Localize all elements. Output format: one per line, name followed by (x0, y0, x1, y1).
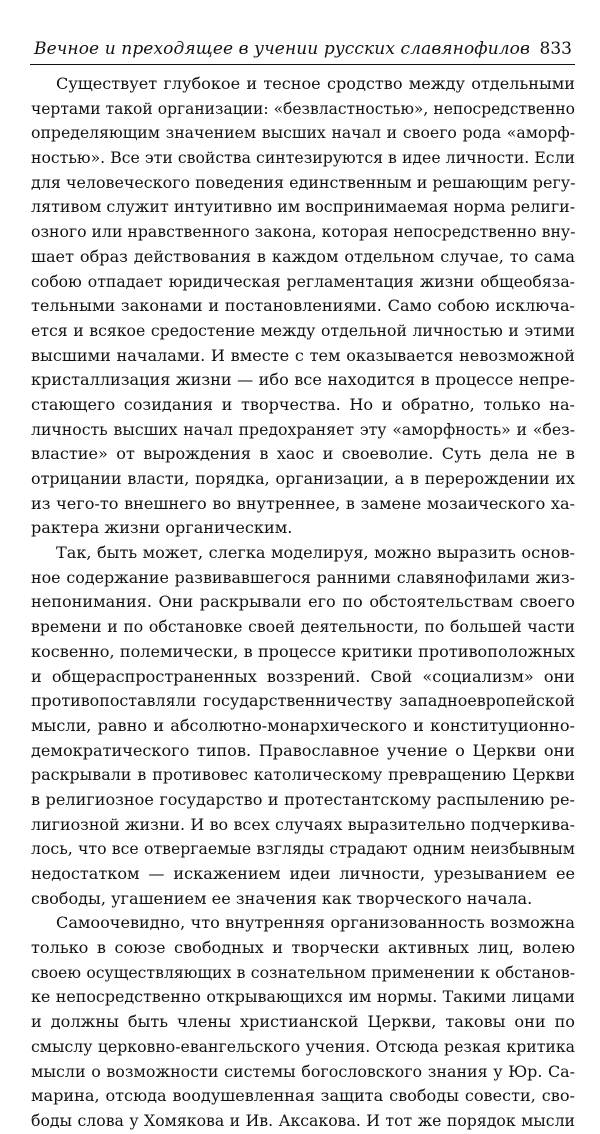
text-line: собою отпадает юридическая регламентация жизни общеобяза- (31, 271, 575, 291)
text-line: Самоочевидно, что внутренняя организованность возможна (56, 913, 575, 933)
text-line: ется и всякое средостение между отдельной личностью и этими (31, 320, 575, 340)
text-line: и должны быть члены христианской Церкви, таковы они по (31, 1012, 575, 1032)
text-line: лятивом служит интуитивно им воспринимаемая норма религи- (31, 197, 575, 217)
text-line: властие» от вырождения в хаос и своеволие. Суть дела не в (31, 444, 575, 464)
running-header (30, 30, 575, 65)
text-line: личность высших начал предохраняет эту «аморфность» и «без- (31, 419, 575, 439)
page-number: 833 (539, 39, 572, 59)
text-line: свободы, угашением ее значения как творческого начала. (31, 888, 533, 908)
text-line: лигиозной жизни. И во всех случаях выразительно подчеркива- (31, 814, 575, 834)
text-line: мысли, равно и абсолютно-монархического и конституционно- (31, 715, 575, 735)
text-line: смыслу церковно-евангельского учения. Отсюда резкая критика (31, 1036, 575, 1056)
text-line: демократического типов. Православное учение о Церкви они (31, 740, 575, 760)
paragraph (31, 72, 575, 541)
text-line: для человеческого поведения единственным и решающим регу- (31, 172, 575, 192)
text-line: времени и по обстановке своей деятельности, по большей части (31, 617, 575, 637)
text-line: противопоставляли государственничеству западноевропейской (31, 691, 575, 711)
text-line: ное содержание развивавшегося ранними славянофилами жиз- (31, 567, 575, 587)
text-line: тельными законами и постановлениями. Само собою исключа- (31, 296, 575, 316)
paragraph (31, 911, 575, 1133)
text-line: ностью». Все эти свойства синтезируются в идее личности. Если (31, 148, 575, 168)
text-line: своею осуществляющих в сознательном применении к обстанов- (31, 962, 575, 982)
text-line: шает образ действования в каждом отдельном случае, то сама (31, 246, 575, 266)
text-line: непонимания. Они раскрывали его по обстоятельствам своего (31, 592, 575, 612)
text-line: Так, быть может, слегка моделируя, можно выразить основ- (56, 543, 575, 563)
text-line: боды слова у Хомякова и Ив. Аксакова. И тот же порядок мысли (31, 1110, 575, 1130)
text-line: отрицании власти, порядка, организации, а в перерождении их (31, 469, 575, 488)
running-title: Вечное и преходящее в учении русских славянофилов (34, 39, 531, 59)
text-line: Существует глубокое и тесное сродство между отдельными (56, 74, 575, 93)
text-line: кристаллизация жизни — ибо все находится в процессе непре- (31, 370, 575, 390)
text-line: в религиозное государство и протестантскому распылению ре- (31, 789, 575, 809)
text-line: стающего созидания и творчества. Но и обратно, только на- (31, 394, 575, 414)
text-line: рактера жизни органическим. (31, 518, 293, 538)
text-line: высшими началами. И вместе с тем оказывается невозможной (31, 345, 575, 365)
text-line: только в союзе свободных и творчески активных лиц, волею (31, 938, 575, 958)
paragraph (31, 541, 575, 911)
body-text (31, 72, 575, 1134)
text-line: чертами такой организации: «безвластностью», непосредственно (31, 99, 575, 118)
text-line: раскрывали в противовес католическому превращению Церкви (31, 765, 575, 785)
text-line: марина, отсюда воодушевленная защита свободы совести, сво- (31, 1086, 575, 1106)
text-line: определяющим значением высших начал и своего рода «аморф- (31, 123, 575, 143)
text-line: лось, что все отвергаемые взгляды страдают одним неизбывным (31, 839, 575, 859)
text-line: мысли о возможности системы богословского знания у Юр. Са- (31, 1061, 575, 1081)
text-line: недостатком — искажением идеи личности, урезыванием ее (31, 864, 575, 883)
text-line: ке непосредственно открывающихся им нормы. Такими лицами (31, 987, 575, 1007)
text-line: озного или нравственного закона, которая непосредственно вну- (31, 222, 575, 242)
text-line: косвенно, полемически, в процессе критики противоположных (31, 641, 575, 661)
text-line: из чего-то внешнего во внутреннее, в замене мозаического ха- (31, 493, 575, 513)
text-line: и общераспространенных воззрений. Свой «социализм» они (31, 666, 575, 686)
